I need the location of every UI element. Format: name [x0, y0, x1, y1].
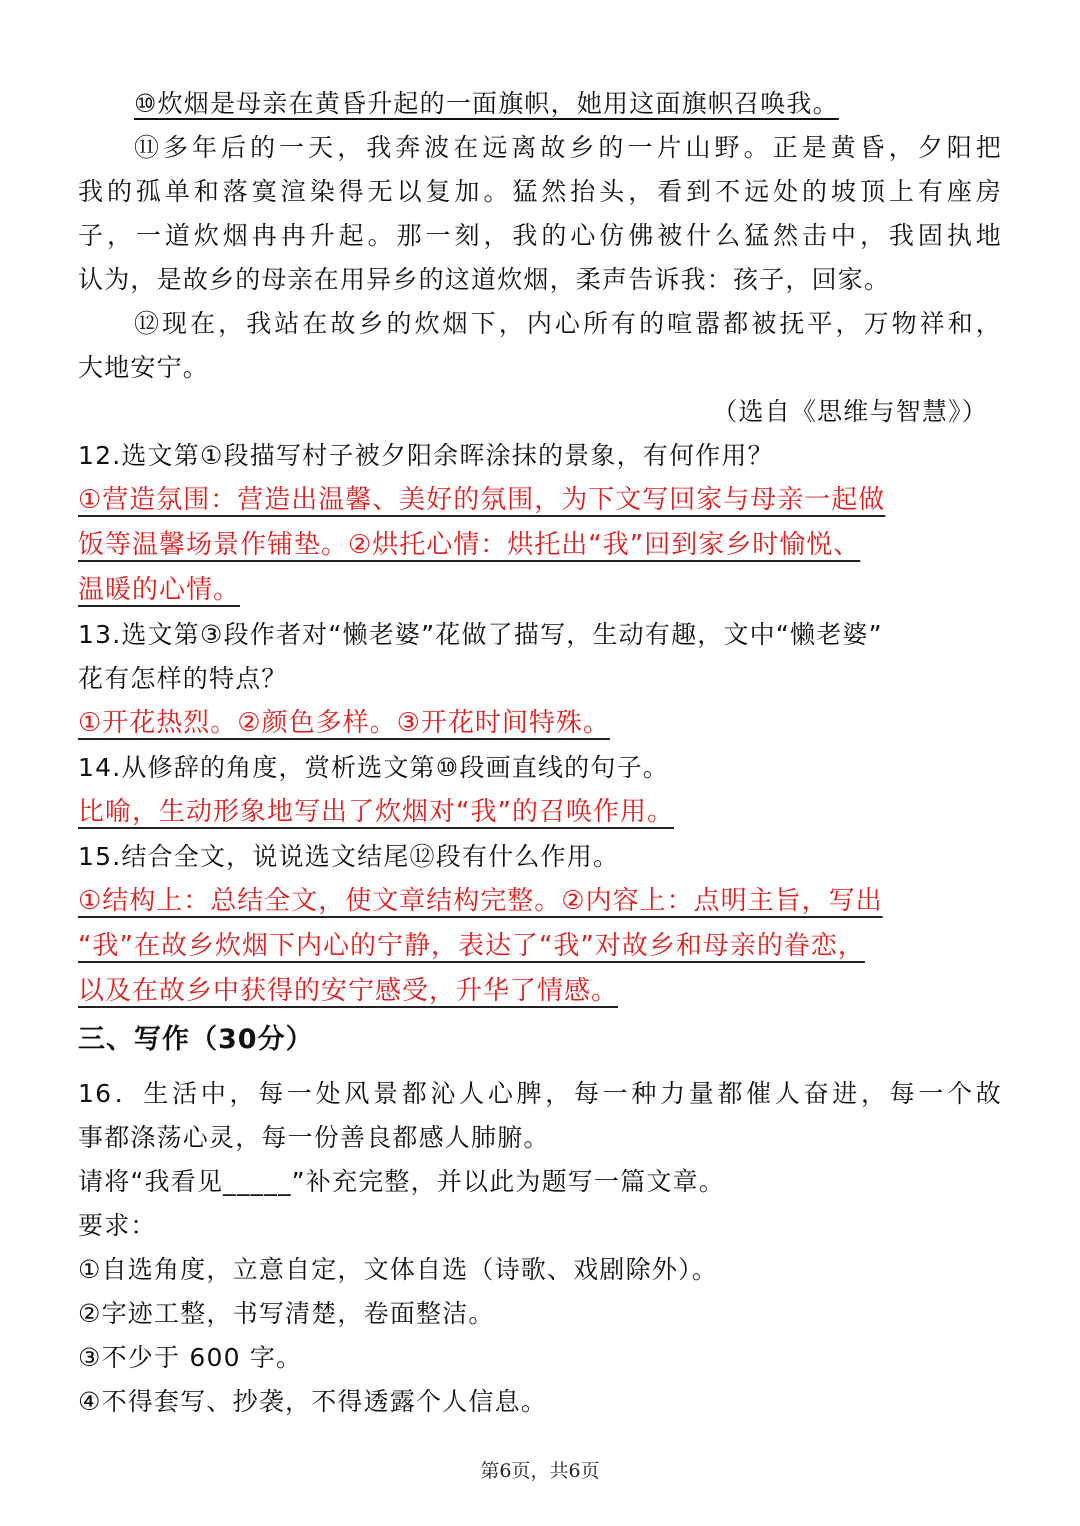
requirement-2: ②字迹工整，书写清楚，卷面整洁。 — [78, 1299, 495, 1328]
answer-15-line-1: ①结构上：总结全文，使文章结构完整。②内容上：点明主旨，写出 — [78, 886, 883, 916]
question-15: 15.结合全文，说说选文结尾⑫段有什么作用。 — [78, 842, 620, 871]
answer-12-line-2: 饭等温馨场景作铺垫。②烘托心情：烘托出“我”回到家乡时愉悦、 — [78, 530, 861, 560]
document-page — [78, 82, 1002, 1424]
page-number: 第6页，共6页 — [480, 1460, 600, 1482]
question-13-line-2: 花有怎样的特点？ — [78, 664, 288, 693]
requirement-4: ④不得套写、抄袭，不得透露个人信息。 — [78, 1387, 548, 1416]
answer-12-line-1: ①营造氛围：营造出温馨、美好的氛围，为下文写回家与母亲一起做 — [78, 485, 886, 515]
answer-15-line-3: 以及在故乡中获得的安宁感受，升华了情感。 — [78, 976, 619, 1006]
paragraph-10 — [78, 82, 1002, 126]
question-16-line-1: 16．生活中，每一处风景都沁人心脾，每一种力量都催人奋进，每一个故 — [78, 1079, 1002, 1108]
paragraph-12-line-1: ⑫现在，我站在故乡的炊烟下，内心所有的喧嚣都被抚平，万物祥和， — [134, 309, 1002, 338]
answer-13: ①开花热烈。②颜色多样。③开花时间特殊。 — [78, 708, 610, 738]
answer-14: 比喻，生动形象地写出了炊烟对“我”的召唤作用。 — [78, 797, 674, 827]
answer-12-line-3: 温暖的心情。 — [78, 575, 241, 605]
source-citation: （选自《思维与智慧》） — [712, 397, 988, 426]
paragraph-11-line-1: ⑪多年后的一天，我奔波在远离故乡的一片山野。正是黄昏，夕阳把 — [134, 133, 1002, 162]
paragraph-11-line-3: 子，一道炊烟冉冉升起。那一刻，我的心仿佛被什么猛然击中，我固执地 — [78, 221, 1002, 250]
answer-15-line-2: “我”在故乡炊烟下内心的宁静，表达了“我”对故乡和母亲的眷恋， — [78, 931, 865, 961]
paragraph-11-line-4: 认为，是故乡的母亲在用异乡的这道炊烟，柔声告诉我：孩子，回家。 — [78, 265, 891, 294]
requirement-3: ③不少于 600 字。 — [78, 1343, 303, 1372]
requirement-1: ①自选角度，立意自定，文体自选（诗歌、戏剧除外）。 — [78, 1255, 718, 1284]
question-12: 12.选文第①段描写村子被夕阳余晖涂抹的景象，有何作用？ — [78, 441, 774, 470]
question-13-line-1: 13.选文第③段作者对“懒老婆”花做了描写，生动有趣，文中“懒老婆” — [78, 620, 883, 649]
requirements-label: 要求： — [78, 1211, 157, 1240]
paragraph-11-line-2: 我的孤单和落寞渲染得无以复加。猛然抬头，看到不远处的坡顶上有座房 — [78, 177, 1002, 206]
paragraph-12-line-2: 大地安宁。 — [78, 353, 210, 382]
writing-section-title: 三、写作（30分） — [78, 1024, 314, 1055]
writing-instruction: 请将“我看见_____”补充完整，并以此为题写一篇文章。 — [78, 1167, 726, 1196]
question-14: 14.从修辞的角度，赏析选文第⑩段画直线的句子。 — [78, 753, 669, 782]
question-16-line-2: 事都涤荡心灵，每一份善良都感人肺腑。 — [78, 1123, 550, 1152]
underlined-sentence: ⑩炊烟是母亲在黄昏升起的一面旗帜，她用这面旗帜召唤我。 — [134, 89, 839, 118]
